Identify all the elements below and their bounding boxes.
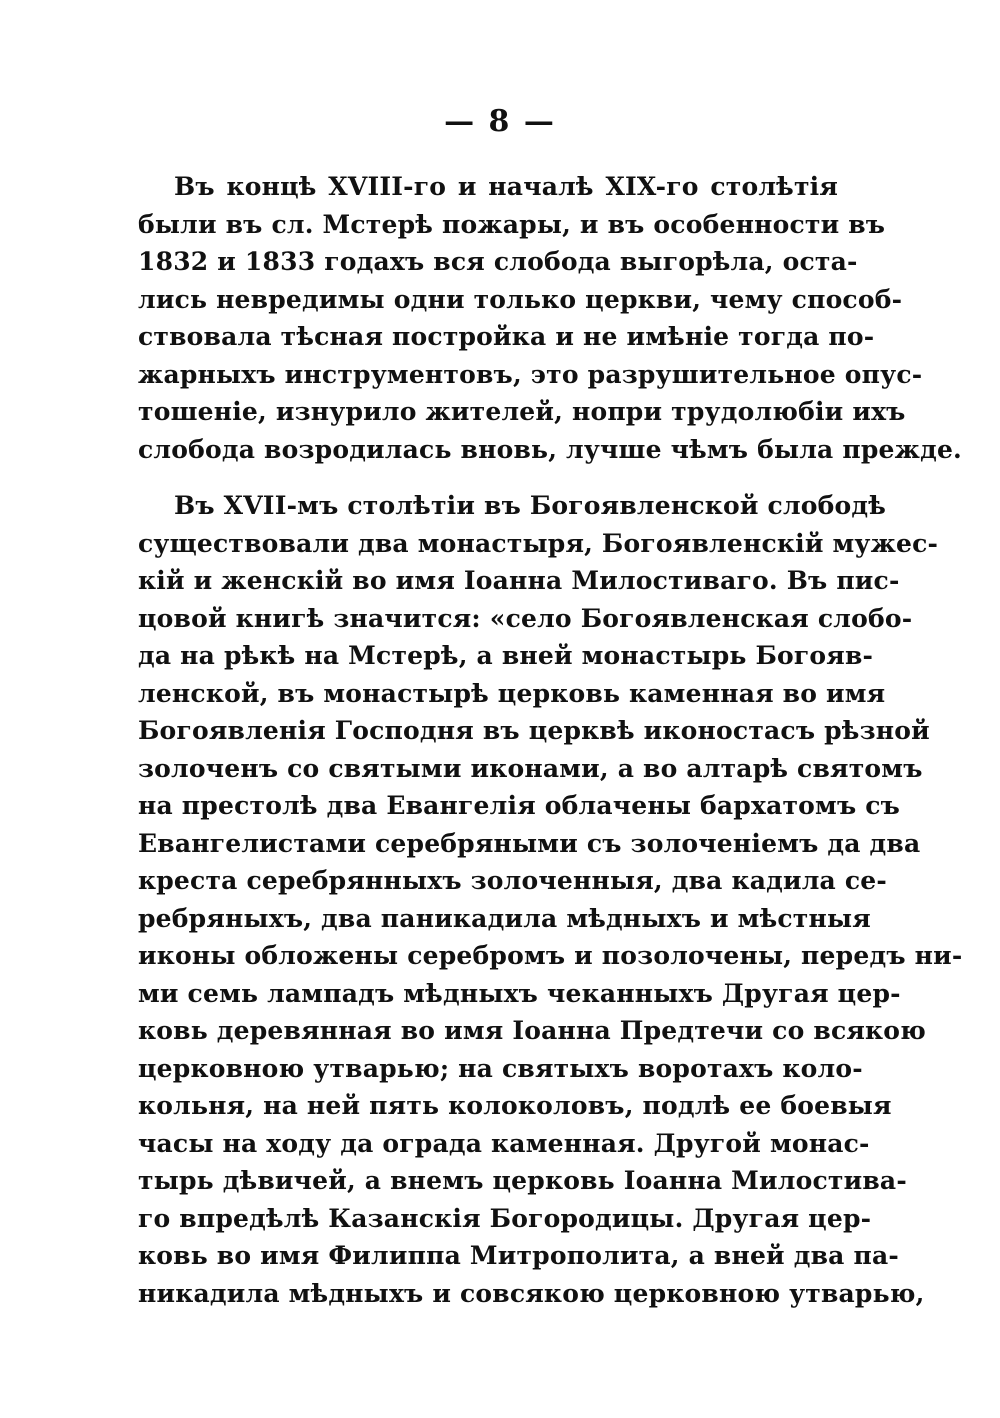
text-line: ковь деревянная во имя Іоанна Предтечи со всякою [138, 1016, 927, 1045]
text-line: церковною утварью; на святыхъ воротахъ коло- [138, 1053, 863, 1083]
text-line: креста серебрянныхъ золоченныя, два кадила се- [138, 866, 887, 895]
text-line: ленской, въ монастырѣ церковь каменная во имя [138, 678, 886, 708]
paragraph-1 [138, 168, 962, 468]
text-line: никадила мѣдныхъ и совсякою церковною утварью, [138, 1278, 925, 1308]
text-line: существовали два монастыря, Богоявленскій мужес- [138, 528, 939, 558]
text-line: го впредѣлѣ Казанскія Богородицы. Другая цер- [138, 1203, 872, 1233]
text-line: жарныхъ инструментовъ, это разрушительное опус- [138, 359, 923, 389]
text-line: кій и женскій во имя Іоанна Милостиваго. Въ пис- [138, 566, 900, 595]
text-line: Въ XVII-мъ столѣтіи въ Богоявленской слободѣ [174, 491, 887, 520]
text-line: лись невредимы одни только церкви, чему способ- [138, 284, 903, 314]
text-line: золоченъ со святыми иконами, а во алтарѣ святомъ [138, 753, 923, 783]
paragraph-2 [138, 487, 963, 1312]
text-line: тырь дѣвичей, а внемъ церковь Іоанна Милостива- [138, 1166, 907, 1195]
text-line: иконы обложены серебромъ и позолочены, передъ ни- [138, 941, 963, 970]
text-line: слобода возродилась вновь, лучше чѣмъ была прежде. [138, 434, 962, 464]
text-line: на престолѣ два Евангелія облачены бархатомъ съ [138, 791, 901, 820]
text-line: Евангелистами серебряными съ золоченіемъ да два [138, 828, 921, 858]
text-line: ковь во имя Филиппа Митрополита, а вней два па- [138, 1241, 899, 1270]
text-line: 1832 и 1833 годахъ вся слобода выгорѣла, оста- [138, 247, 858, 276]
text-line: Богоявленія Господня въ церквѣ иконостасъ рѣзной [138, 716, 930, 745]
text-line: часы на ходу да ограда каменная. Другой монас- [138, 1128, 870, 1158]
text-line: ребряныхъ, два паникадила мѣдныхъ и мѣстныя [138, 903, 871, 933]
page-number: — 8 — [444, 104, 556, 139]
text-line: ствовала тѣсная постройка и не имѣніе тогда по- [138, 322, 875, 351]
text-line: кольня, на ней пять колоколовъ, подлѣ ее боевыя [138, 1091, 892, 1120]
text-line: цовой книгѣ значится: «село Богоявленская слобо- [138, 603, 913, 633]
text-line: ми семь лампадъ мѣдныхъ чеканныхъ Другая цер- [138, 978, 901, 1008]
text-line: были въ сл. Мстерѣ пожары, и въ особенности въ [138, 209, 886, 239]
text-line: тошеніе, изнурило жителей, нопри трудолюбіи ихъ [138, 397, 906, 426]
text-line: Въ концѣ XVIII-го и началѣ XIX-го столѣтія [174, 172, 838, 201]
text-line: да на рѣкѣ на Мстерѣ, а вней монастырь Богояв- [138, 641, 874, 670]
